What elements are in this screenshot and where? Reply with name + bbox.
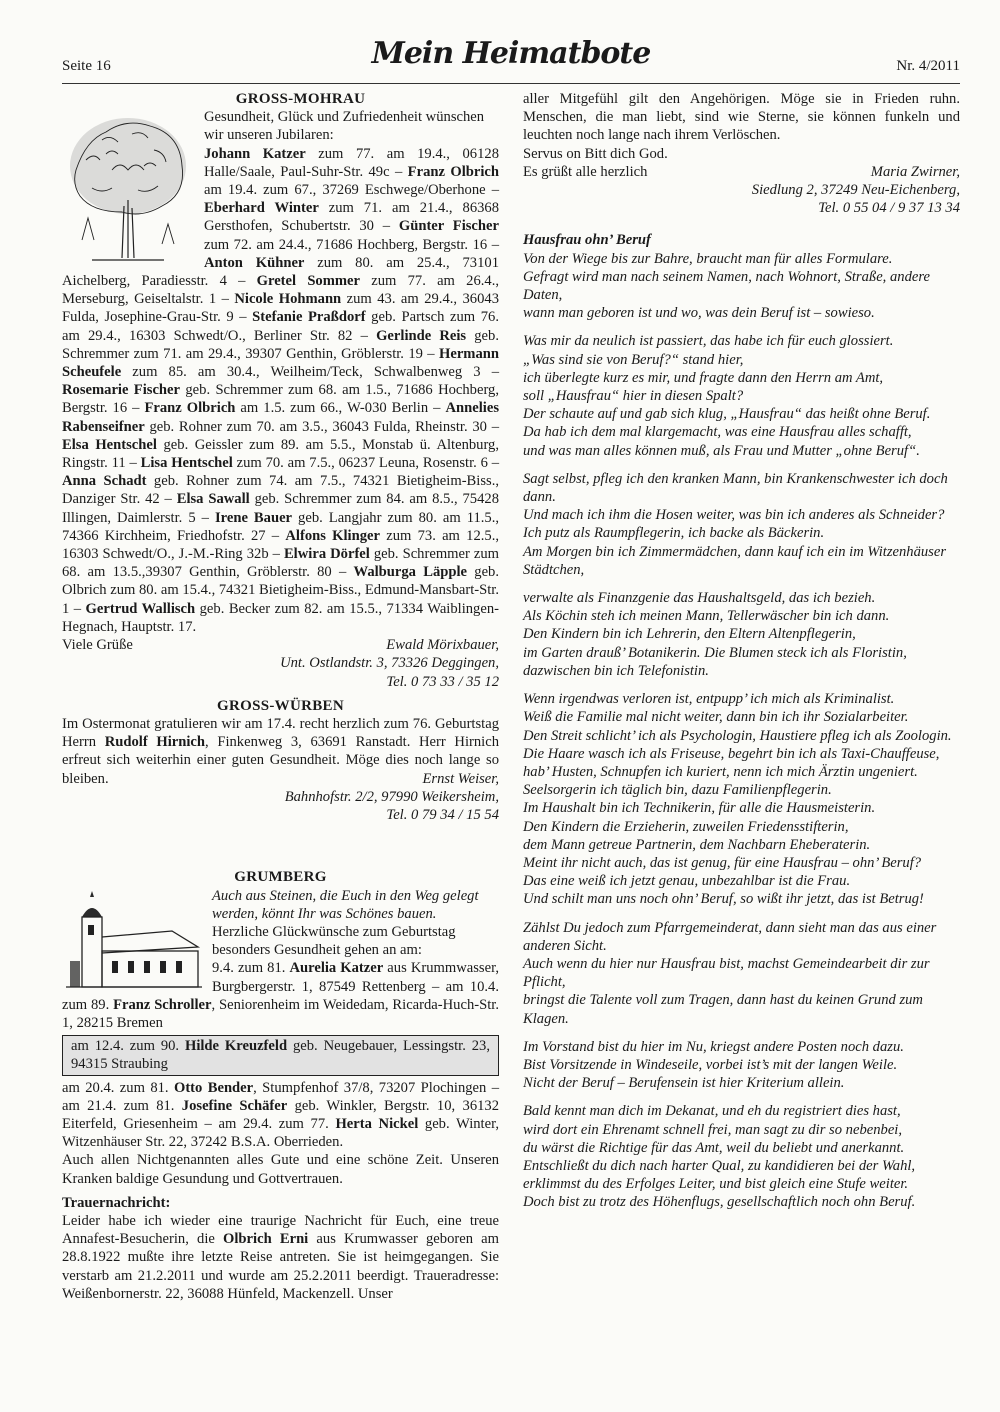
poem-line: Wenn irgendwas verloren ist, entpupp’ ich mich als Kriminalist. — [523, 691, 895, 708]
poem-line: Im Vorstand bist du hier im Nu, kriegst andere Posten noch dazu. — [523, 1038, 904, 1055]
jubilee-details: zum 73. am 12.5., 16303 Schwedt/O., J.-M.-Ring 32b – — [62, 527, 499, 563]
poem-line: Seelsorgerin ich täglich bin, dazu Familienpflegerin. — [523, 782, 832, 799]
jubilee-details: zum 80. am 25.4., 73101 Aichelberg, Paradiesstr. 4 – — [62, 254, 499, 290]
condolence-text: aller Mitgefühl gilt den Angehörigen. Möge sie in Frieden ruhn. Menschen, die man liebt, sind wie Sterne, sie können funkeln und leuchten noch lange nach ihrem Verlöschen. — [523, 91, 960, 144]
poem-line: Den Kindern bin ich Lehrerin, den Eltern Altenpflegerin, — [523, 626, 856, 643]
poem-line: Der schaute auf und gab sich klug, „Hausfrau“ das heißt ohne Beruf. — [523, 406, 931, 423]
wuerben-text-a: Im Ostermonat gratulieren wir am 17.4. recht herzlich zum 76. Geburtstag Herrn — [62, 715, 499, 751]
jubilee-details: am 1.5. zum 66., W-030 Berlin – — [235, 400, 446, 417]
poem-line: Auch wenn du hier nur Hausfrau bist, machst Gemeindearbeit dir zur Pflicht, — [523, 955, 930, 991]
mohrau-sig-name: Ewald Mörixbauer, — [386, 637, 499, 654]
poem-line: du wärst die Richtige für das Amt, weil du beliebt und anerkannt. — [523, 1139, 905, 1156]
jubilee-name: Hermann Scheufele — [62, 345, 499, 381]
jubilee-name: Günter Fischer — [398, 218, 499, 235]
jubilee-name: Johann Katzer — [204, 145, 306, 162]
section-title-mohrau: GROSS-MOHRAU — [235, 91, 366, 107]
poem-line: Den Streit schlicht’ ich als Psychologin, Haustiere pfleg ich als Zoologin. — [523, 727, 952, 744]
box-pre: am 12.4. zum 90. — [71, 1038, 185, 1055]
jubilee-details: geb. Becker zum 82. am 15.5., 71334 Waiblingen-Hegnach, Hauptstr. 17. — [62, 600, 499, 635]
poem-line: Meint ihr nicht auch, das ist genug, für eine Hausfrau – ohn’ Beruf? — [523, 854, 922, 871]
poem-line: dem Mann getreue Partnerin, dem Nachbarn Eheberaterin. — [523, 836, 871, 853]
jubilee-details: geb. Rohner zum 74. am 7.5., 74321 Bietigheim-Biss., Danziger Str. 42 – — [62, 473, 499, 508]
poem-line: im Garten drauß’ Botanikerin. Die Blumen steck ich als Floristin, — [523, 644, 907, 661]
poem-line: Den Kindern die Erzieherin, zuweilen Friedensstifterin, — [523, 818, 849, 835]
poem-line: Als Köchin steh ich meinen Mann, Tellerwäscher bin ich dann. — [523, 608, 890, 625]
poem-line: und was man alles können muß, als Frau und Mutter „ohne Beruf“. — [523, 442, 920, 459]
jubilee-name: Gerlinde Reis — [376, 327, 467, 344]
stanza-gap — [523, 909, 960, 919]
mourning-heading: Trauernachricht: — [62, 1194, 171, 1211]
jubilee-name: Elsa Hentschel — [62, 436, 157, 453]
church-illustration — [62, 891, 202, 991]
stanza-gap — [523, 579, 960, 589]
jubilee-name: Franz Olbrich — [407, 163, 499, 180]
poem-line: wann man geboren ist und wo, was dein Beruf ist – sowieso. — [523, 305, 875, 322]
poem-line: dazwischen bin ich Telefonistin. — [523, 662, 709, 679]
wuerben-sig-address: Bahnhofstr. 2/2, 97990 Weikersheim, — [284, 788, 499, 805]
jubilee-name: Anna Schadt — [62, 473, 147, 490]
poem-line: soll „Hausfrau“ hier in diesen Spalt? — [523, 388, 744, 405]
jubilee-details: geb. Partsch zum 76. am 29.4., 16303 Schwedt/O., Berliner Str. 82 – — [62, 309, 499, 344]
jubilee-name: Elsa Sawall — [176, 491, 250, 508]
poem-line: Zählst Du jedoch zum Pfarrgemeinderat, dann sieht man das aus einer anderen Sicht. — [523, 919, 937, 954]
jubilee-details: am 19.4. zum 67., 37269 Eschwege/Oberhone – — [204, 182, 499, 199]
jubilee-details: geb. Langjahr zum 80. am 11.5., 74366 Kirchheim, Friedhofstr. 27 – — [62, 509, 500, 544]
page-header — [62, 34, 960, 84]
masthead-logo: Mein Heimatbote — [371, 36, 651, 71]
poem-line: Da hab ich dem mal klargemacht, was eine Hausfrau alles schafft, — [523, 424, 912, 441]
mourning-person: Olbrich Erni — [223, 1231, 309, 1248]
mourning-text-a: Leider habe ich wieder eine traurige Nachricht für Euch, eine treue Annafest-Besucherin, die — [62, 1212, 499, 1248]
mourning-title — [62, 1194, 499, 1212]
jubilee-name: Stefanie Praßdorf — [252, 309, 366, 326]
right-column — [523, 90, 960, 1212]
jubilee-details: geb. Geissler zum 89. am 5.5., Monstab ü. Altenburg, Ringstr. 11 – — [62, 436, 499, 472]
jubilee-name: Franz Olbrich — [144, 400, 236, 417]
stanza-gap — [523, 322, 960, 332]
jubilee-details: geb. Schremmer zum 71. am 29.4., 39307 Genthin, Gröblerstr. 19 – — [62, 327, 499, 362]
poem-line: Doch bist zu trotz des Höhenflugs, gesellschaftlich noch ohn Beruf. — [523, 1194, 916, 1211]
poem-line: Und mach ich ihm die Hosen weiter, was bin ich anderes als Schneider? — [523, 507, 945, 524]
jubilee-name: Herta Nickel — [335, 1115, 419, 1132]
jubilee-name: Walburga Läpple — [353, 564, 468, 581]
left-column — [62, 90, 499, 1303]
jubilee-name: Irene Bauer — [214, 509, 293, 526]
poem-line: Die Haare wasch ich als Friseuse, begehrt bin ich als Taxi-Chauffeuse, — [523, 745, 940, 762]
mohrau-sig-tel: Tel. 0 73 33 / 35 12 — [386, 673, 499, 690]
jubilee-name: Aurelia Katzer — [289, 960, 384, 977]
jubilee-details: geb. Olbrich zum 80. am 15.4., 74321 Bietigheim-Biss., Edmund-Mansbart-Str. 1 – — [62, 564, 500, 617]
jubilee-details: , Seniorenheim im Weidedam, Ricarda-Huch-Str. 1, 28215 Bremen — [62, 996, 499, 1031]
jubilee-details: geb. Rohner zum 70. am 3.5., 36043 Fulda, Rheinstr. 30 – — [144, 418, 499, 435]
jubilee-name: Lisa Hentschel — [140, 455, 233, 472]
poem-line: hab’ Husten, Schnupfen ich kuriert, nenn ich mich Ärztin ungeniert. — [523, 763, 918, 780]
grumberg-motto: Auch aus Steinen, die Euch in den Weg gelegt werden, könnt Ihr was Schönes bauen. — [212, 887, 479, 922]
jubilee-details: zum 70. am 7.5., 06237 Leuna, Rosenstr. 6 – — [232, 455, 500, 472]
poem-line: bringst die Talente voll zum Tragen, dann hast du keinen Grund zum Klagen. — [523, 992, 923, 1027]
entry-date: 9.4. zum 81. — [212, 960, 290, 977]
right-sig-name: Maria Zwirner, — [870, 163, 960, 180]
right-sig-address: Siedlung 2, 37249 Neu-Eichenberg, — [751, 182, 960, 199]
poem-line: Gefragt wird man nach seinem Namen, nach Wohnort, Straße, andere Daten, — [523, 268, 930, 304]
jubilee-name: Otto Bender — [173, 1079, 254, 1096]
jubilee-details: , Stumpfenhof 37/8, 73207 Plochingen – am 21.4. zum 81. — [62, 1079, 500, 1114]
jubilee-details: zum 85. am 30.4., Weilheim/Teck, Schwalbenweg 3 – — [121, 364, 499, 381]
jubilee-details: geb. Winkler, Bergstr. 10, 36132 Eiterfeld, Griesenheim – am 29.4. zum 77. — [62, 1097, 500, 1132]
jubilee-name: Alfons Klinger — [285, 527, 380, 544]
right-sig-tel: Tel. 0 55 04 / 9 37 13 34 — [818, 200, 960, 217]
poem-line: Nicht der Beruf – Berufensein ist hier Kriterium allein. — [523, 1075, 845, 1092]
right-signature-row — [523, 163, 960, 181]
mohrau-signature-row — [62, 636, 499, 654]
poem-line: Ich putz als Raumpflegerin, ich backe als Bäckerin. — [523, 525, 825, 542]
stanza-gap — [523, 1092, 960, 1102]
poem-line: ich überlegte kurz es mir, und fragte dann den Herrn am Amt, — [523, 369, 884, 386]
poem-line: Was mir da neulich ist passiert, das habe ich für euch glossiert. — [523, 333, 894, 350]
jubilee-details: zum 77. am 19.4., 06128 Halle/Saale, Paul-Suhr-Str. 49c – — [204, 145, 499, 180]
jubilee-name: Annelies Rabenseifner — [62, 400, 499, 435]
grumberg-intro: Herzliche Glückwünsche zum Geburtstag besonders Gesundheit gehen an am: — [212, 923, 456, 959]
poem-line: Das eine weiß ich jetzt genau, unbezahlbar ist die Frau. — [523, 873, 851, 890]
poem-line: „Was sind sie von Beruf?“ stand hier, — [523, 351, 744, 368]
poem-line: Am Morgen bin ich Zimmermädchen, dann kauf ich ein im Witzenhäuser Städtchen, — [523, 543, 947, 578]
wuerben-sig-name: Ernst Weiser, — [422, 770, 499, 787]
poem-body — [523, 250, 960, 1212]
grumberg-list-2 — [62, 1079, 499, 1152]
issue-number: Nr. 4/2011 — [896, 58, 960, 74]
tree-illustration — [62, 110, 194, 262]
section-title-grumberg: GRUMBERG — [234, 869, 327, 886]
jubilee-details: zum 77. am 26.4., Merseburg, Geiseltalstr. 1 – — [62, 273, 499, 308]
jubilee-name: Elwira Dörfel — [283, 546, 370, 563]
jubilee-details: geb. Winter, Witzenhäuser Str. 22, 37242 B.S.A. Oberrieden. — [62, 1115, 499, 1151]
poem-line: Entschließt du dich nach harter Qual, zu kandidieren bei der Wahl, — [523, 1157, 916, 1174]
poem-line: wird dort ein Ehrenamt schnell frei, man sagt zu dir so nebenbei, — [523, 1121, 903, 1138]
jubilee-details: geb. Schremmer zum 68. am 1.5., 71686 Hochberg, Bergstr. 16 – — [62, 382, 499, 417]
jubilee-details: zum 71. am 21.4., 86368 Gersthofen, Schubertstr. 30 – — [204, 200, 500, 235]
header-rule — [62, 83, 960, 84]
jubilee-details: geb. Schremmer zum 84. am 8.5., 75428 Illingen, Daimlerstr. 5 – — [62, 491, 499, 526]
jubilee-details: zum 72. am 24.4., 71686 Hochberg, Bergstr. 16 – — [204, 236, 499, 253]
poem-line: Bald kennt man dich im Dekanat, und eh du registriert dies hast, — [523, 1103, 901, 1120]
wuerben-person: Rudolf Hirnich — [104, 734, 206, 751]
mourning-text — [62, 1212, 499, 1303]
highlight-box-text — [71, 1037, 490, 1073]
mohrau-closing: Viele Grüße — [62, 637, 133, 654]
wuerben-sig-tel: Tel. 0 79 34 / 15 54 — [386, 807, 499, 824]
entry-date: am 20.4. zum 81. — [62, 1079, 174, 1096]
jubilee-name: Josefine Schäfer — [181, 1097, 288, 1114]
stanza-gap — [523, 1028, 960, 1038]
mourning-text-b: aus Krumwasser geboren am 28.8.1922 mußte ihre letzte Reise antreten. Sie ist heimgegangen. Sie verstarb am 21.2.2011 und wurde am 25.2.2011 beerdigt. Traueradresse: Weißenbornerstr. 22, 36088 Hünfeld, Mackenzell. Unser — [62, 1231, 500, 1302]
poem-line: verwalte als Finanzgenie das Haushaltsgeld, das ich bezieh. — [523, 590, 876, 607]
wuerben-text-b: , Finkenweg 3, 63691 Ranstadt. Herr Hirnich erfreut sich weiterhin einer guten Gesundheit. Möge dies noch lange so bleiben. — [62, 734, 500, 787]
poem-title: Hausfrau ohn’ Beruf — [523, 232, 651, 249]
page-number: Seite 16 — [62, 58, 111, 74]
jubilee-name: Gertrud Wallisch — [85, 600, 196, 617]
grumberg-wishes: Auch allen Nichtgenannten alles Gute und eine schöne Zeit. Unseren Kranken baldige Gesundung und Gottvertrauen. — [62, 1152, 499, 1187]
poem-line: Von der Wiege bis zur Bahre, braucht man für alles Formulare. — [523, 250, 893, 267]
poem-line: Weiß die Familie mal nicht weiter, dann bin ich ihr Sozialarbeiter. — [523, 709, 909, 726]
jubilee-details: aus Krummwasser, Burgbergerstr. 1, 87549 Rettenberg – am — [212, 960, 499, 995]
jubilee-name: Anton Kühner — [204, 254, 305, 271]
jubilee-name: Rosemarie Fischer — [62, 382, 181, 399]
poem-line: Sagt selbst, pfleg ich den kranken Mann, bin Krankenschwester ich doch dann. — [523, 470, 948, 506]
poem-line: erklimmst du des Erfolges Leiter, und bist gleich eine Stufe weiter. — [523, 1176, 909, 1193]
jubilee-details: zum 43. am 29.4., 36043 Fulda, Josephine-Grau-Str. 9 – — [62, 291, 499, 326]
poem-line: Bist Vorsitzende in Windeseile, vorbei ist’s mit der langen Weile. — [523, 1056, 898, 1073]
entry-date: 10.4. zum 89. — [62, 978, 499, 1013]
highlight-box — [62, 1035, 499, 1075]
jubilee-name: Gretel Sommer — [256, 273, 360, 290]
jubilee-name: Eberhard Winter — [204, 200, 319, 217]
jubilee-details: geb. Schremmer zum 68. am 13.5.,39307 Genthin, Gröblerstr. 80 – — [62, 546, 500, 581]
jubilee-name: Franz Schroller — [113, 996, 212, 1013]
mohrau-intro: Gesundheit, Glück und Zufriedenheit wünschen wir unseren Jubilaren: — [204, 109, 485, 144]
stanza-gap — [523, 460, 960, 470]
poem-line: Und schilt man uns noch ohn’ Beruf, so wißt ihr jetzt, das ist Betrug! — [523, 891, 924, 908]
right-greeting: Es grüßt alle herzlich — [523, 163, 648, 180]
poem-line: Im Haushalt bin ich Technikerin, für alle die Hausmeisterin. — [523, 800, 876, 817]
box-person: Hilde Kreuzfeld — [184, 1038, 288, 1055]
servus-line: Servus on Bitt dich God. — [523, 145, 668, 162]
jubilee-name: Nicole Hohmann — [234, 291, 342, 308]
section-title-wuerben: GROSS-WÜRBEN — [217, 697, 344, 714]
stanza-gap — [523, 680, 960, 690]
box-text: geb. Neugebauer, Lessingstr. 23, 94315 Straubing — [71, 1038, 490, 1073]
mohrau-sig-address: Unt. Ostlandstr. 3, 73326 Deggingen, — [280, 655, 499, 672]
